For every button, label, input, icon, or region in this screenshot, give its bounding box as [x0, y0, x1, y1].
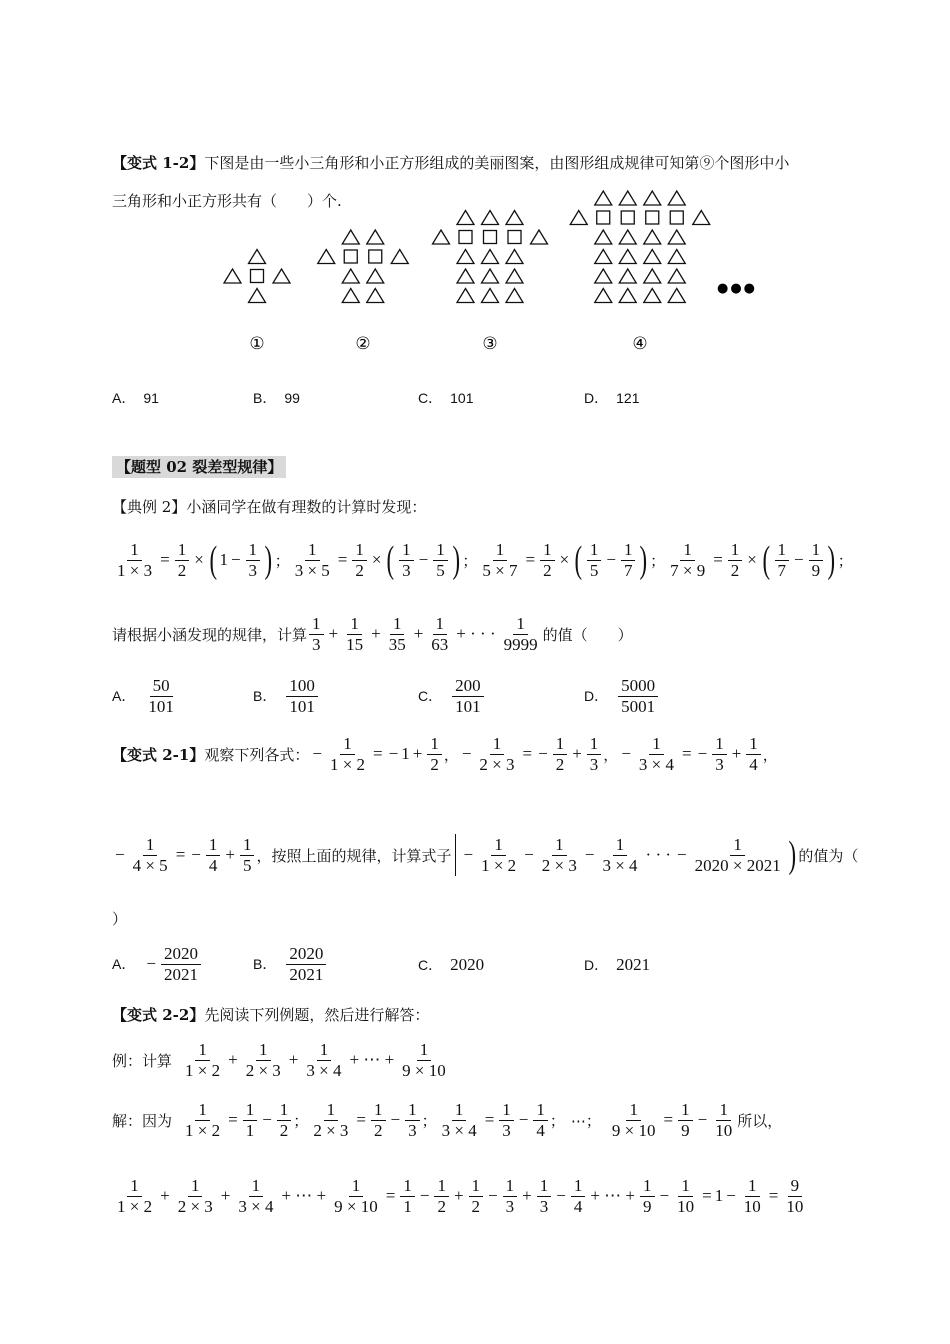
figure-label-3: ③	[482, 334, 498, 354]
square-shape	[621, 211, 634, 224]
triangle-shape	[318, 250, 335, 264]
v21-line1: 【变式 2-1】 观察下列各式： − $\frac{1}{1 \times 2}$ = − 1 + $\frac{1}{2}$ ， − $\frac{1}{2 \times 3}$ = − $\frac{1}{2}$ + $\frac{1}{3}$ ， − $\frac{1}{3 \times 4}$ = − $\frac{1}{3}$ + $\frac{1}{4}$ ，	[112, 734, 778, 774]
triangle-shape	[367, 269, 384, 283]
triangle-shape	[531, 230, 548, 244]
figure-label-1: ①	[249, 334, 265, 354]
ex2-option-d: D． $\frac{5000}{5001}$	[584, 676, 660, 716]
triangle-shape	[619, 289, 636, 303]
triangle-shape	[506, 289, 523, 303]
triangle-shape	[482, 269, 499, 283]
v21-option-b: B． $\frac{2020}{2021}$	[253, 944, 328, 984]
v22-example: 例：计算 $\frac{1}{1 \times 2}$ + $\frac{1}{2 \times 3}$ + $\frac{1}{3 \times 4}$ + ⋯ + $\frac{1}{9 \times 10}$	[112, 1040, 446, 1080]
ex2-option-c: C． $\frac{200}{101}$	[418, 676, 486, 716]
triangle-shape	[506, 211, 523, 225]
triangle-shape	[619, 191, 636, 205]
triangle-shape	[644, 269, 661, 283]
triangle-shape	[644, 250, 661, 264]
ex2-question: 请根据小涵发现的规律，计算 $\frac{1}{3}$ + $\frac{1}{15}$ + $\frac{1}{35}$ + $\frac{1}{63}$ + · · · $\frac{1}{9999}$ 的值（ ）	[112, 614, 633, 654]
v21-line2: − $\frac{1}{4 \times 5}$ = − $\frac{1}{4}$ + $\frac{1}{5}$ ，按照上面的规律，计算式子 − $\frac{1}{1 \times 2}$ − $\frac{1}{2 \times 3}$ − $\frac{1}{3 \times 4}$ · · · − $\frac{1}{2020 \times 2021}$ ) 的值为（	[115, 834, 859, 876]
triangle-shape	[595, 289, 612, 303]
triangle-shape	[391, 250, 408, 264]
triangle-shape	[342, 289, 359, 303]
triangle-shape	[668, 191, 685, 205]
triangle-shape	[506, 269, 523, 283]
square-shape	[369, 250, 382, 263]
triangle-shape	[619, 230, 636, 244]
square-shape	[597, 211, 610, 224]
v12-line1	[112, 152, 789, 173]
triangle-shape	[644, 230, 661, 244]
v22-solution: 解：因为 $\frac{1}{1 \times 2}$ = $\frac{1}{1}$ − $\frac{1}{2}$ ； $\frac{1}{2 \times 3}$ = $\frac{1}{2}$ − $\frac{1}{3}$ ； $\frac{1}{3 \times 4}$ = $\frac{1}{3}$ − $\frac{1}{4}$ ； ⋯； $\frac{1}{9 \times 10}$ = $\frac{1}{9}$ − $\frac{1}{10}$ 所以，	[112, 1100, 783, 1140]
v12-option-c: C． 101	[418, 390, 474, 406]
ex2-option-a: A． $\frac{50}{101}$	[112, 676, 174, 716]
square-shape	[484, 231, 497, 244]
v22-intro: 【变式 2-2】先阅读下列例题，然后进行解答：	[112, 1006, 430, 1024]
triangle-shape	[619, 269, 636, 283]
triangle-shape	[367, 289, 384, 303]
triangle-shape	[668, 269, 685, 283]
square-shape	[459, 231, 472, 244]
v12-line2: 三角形和小正方形共有（ ）个.	[112, 192, 342, 210]
triangle-shape	[644, 289, 661, 303]
triangle-shape	[342, 230, 359, 244]
v12-option-b: B． 99	[253, 390, 300, 406]
triangle-shape	[249, 250, 266, 264]
triangle-shape	[342, 269, 359, 283]
triangle-shape	[668, 289, 685, 303]
triangle-shape	[595, 191, 612, 205]
triangle-shape	[668, 250, 685, 264]
ex2-intro: 【典例 2】小涵同学在做有理数的计算时发现：	[112, 498, 427, 516]
v21-option-d: D． 2021	[584, 955, 651, 974]
triangle-shape	[482, 250, 499, 264]
triangle-shape	[506, 250, 523, 264]
triangle-shape	[595, 250, 612, 264]
triangle-shape	[595, 230, 612, 244]
v12-option-a: A． 91	[112, 390, 159, 406]
v21-close: ）	[112, 910, 128, 928]
section-title: 【题型 02 裂差型规律】	[112, 456, 286, 477]
triangle-shape	[273, 269, 290, 283]
triangle-square-figure	[0, 0, 950, 360]
ex2-equations: $\frac{1}{1 \times 3}$ = $\frac{1}{2}$ × ( 1 − $\frac{1}{3}$ ) ； $\frac{1}{3 \times 5}$ = $\frac{1}{2}$ × ( $\frac{1}{3}$ − $\frac{1}{5}$ ) ； $\frac{1}{5 \times 7}$ = $\frac{1}{2}$ × ( $\frac{1}{5}$ − $\frac{1}{7}$ ) ； $\frac{1}{7 \times 9}$ = $\frac{1}{2}$ × ( $\frac{1}{7}$ − $\frac{1}{9}$ ) ；	[117, 539, 853, 582]
square-shape	[344, 250, 357, 263]
square-shape	[508, 231, 521, 244]
v21-option-a: A． − $\frac{2020}{2021}$	[112, 944, 203, 984]
triangle-shape	[619, 250, 636, 264]
triangle-shape	[668, 230, 685, 244]
triangle-shape	[224, 269, 241, 283]
triangle-shape	[570, 211, 587, 225]
v12-text1: 下图是由一些小三角形和小正方形组成的美丽图案，由图形组成规律可知第⑨个图形中小	[204, 154, 790, 172]
v12-option-d: D． 121	[584, 390, 640, 406]
triangle-shape	[457, 211, 474, 225]
triangle-shape	[644, 191, 661, 205]
square-shape	[646, 211, 659, 224]
triangle-shape	[693, 211, 710, 225]
figure-label-4: ④	[632, 334, 648, 354]
v12-tag: 【变式 1-2】	[112, 154, 205, 172]
triangle-shape	[433, 230, 450, 244]
triangle-shape	[482, 289, 499, 303]
triangle-shape	[249, 289, 266, 303]
triangle-shape	[457, 250, 474, 264]
triangle-shape	[482, 211, 499, 225]
v22-sum: $\frac{1}{1 \times 2}$ + $\frac{1}{2 \times 3}$ + $\frac{1}{3 \times 4}$ + ⋯ + $\frac{1}{9 \times 10}$ = $\frac{1}{1}$ − $\frac{1}{2}$ + $\frac{1}{2}$ − $\frac{1}{3}$ + $\frac{1}{3}$ − $\frac{1}{4}$ + ⋯ + $\frac{1}{9}$ − $\frac{1}{10}$ = 1 − $\frac{1}{10}$ = $\frac{9}{10}$	[117, 1176, 804, 1216]
ex2-option-b: B． $\frac{100}{101}$	[253, 676, 320, 716]
v21-option-c: C． 2020	[418, 955, 485, 974]
figure-label-2: ②	[355, 334, 371, 354]
triangle-shape	[457, 289, 474, 303]
triangle-shape	[595, 269, 612, 283]
triangle-shape	[367, 230, 384, 244]
square-shape	[670, 211, 683, 224]
ellipsis-dots: ●●●	[716, 281, 758, 296]
triangle-shape	[457, 269, 474, 283]
square-shape	[251, 270, 264, 283]
